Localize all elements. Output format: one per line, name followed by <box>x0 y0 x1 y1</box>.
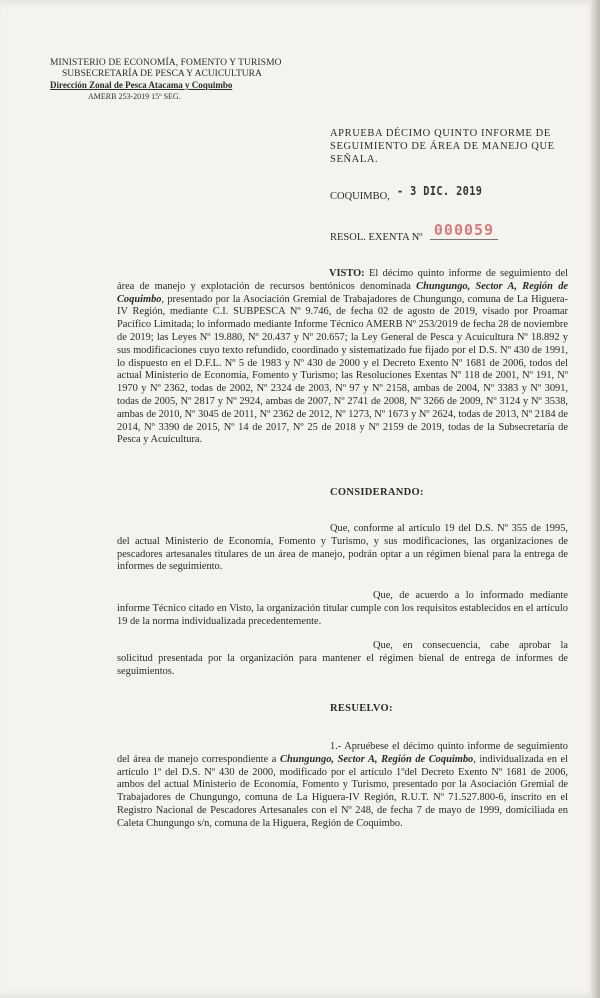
resuelvo-area-name: Chungungo, Sector A, Región de Coquimbo <box>280 753 474 765</box>
reference-code: AMERB 253-2019 15º SEG. <box>88 92 181 101</box>
direccion-zonal: Dirección Zonal de Pesca Atacama y Coquimbo <box>50 80 233 90</box>
visto-text-1: El décimo quinto informe de seguimiento del área de manejo y explotación de recursos bentónicos denominada <box>117 268 568 292</box>
resolution-label: RESOL. EXENTA Nº <box>330 232 423 243</box>
visto-lead: VISTO: <box>329 268 365 279</box>
considerando-heading: CONSIDERANDO: <box>330 487 424 498</box>
place-label: COQUIMBO, <box>330 191 390 202</box>
letterhead <box>50 58 282 102</box>
resuelvo-paragraph-1 <box>117 741 568 831</box>
resuelvo-heading: RESUELVO: <box>330 703 393 714</box>
visto-area-name: Chungungo, Sector A, Región de Coquimbo <box>117 280 569 305</box>
resuelvo-text-2: , individualizada en el artículo 1º del D.S. Nº 430 de 2000, modificado por el artículo 1ºdel Decreto Exento Nº 1681 de 2006, ambos del actual Ministerio de Economía, Fomento y Turismo, presentado por la Asociación Gremial de Trabajadores de Chungungo, comuna de La Higuera-IV Región, R.U.T. Nº 71.527.800-6, inscrito en el Registro Nacional de Pescadores Artesanales con el Nº 248, de fecha 7 de mayo de 1999, domiciliada en Caleta Chungungo s/n, comuna de la Higuera, Región de Coquimbo. <box>117 753 569 829</box>
page-edge <box>590 0 600 998</box>
considerando-paragraph-1: Que, conforme al artículo 19 del D.S. Nº 355 de 1995, del actual Ministerio de Economía, Fomento y Turismo, y sus modificaciones, las organizaciones de pescadores artesanales titulares de un área de manejo, podrán optar a un régimen bienal para la entrega de informes de seguimiento. <box>117 523 568 573</box>
document-subject: APRUEBA DÉCIMO QUINTO INFORME DE SEGUIMIENTO DE ÁREA DE MANEJO QUE SEÑALA. <box>330 128 555 165</box>
ministry-name: MINISTERIO DE ECONOMÍA, FOMENTO Y TURISMO <box>50 58 282 68</box>
subsecretaria-name: SUBSECRETARÍA DE PESCA Y ACUICULTURA <box>62 69 262 79</box>
date-stamp: - 3 DIC. 2019 <box>397 184 483 198</box>
considerando-paragraph-2: Que, de acuerdo a lo informado mediante informe Técnico citado en Visto, la organización titular cumple con los requisitos establecidos en el artículo 19 de la norma individualizada precedentemente. <box>117 590 568 627</box>
visto-text-2: , presentado por la Asociación Gremial de Trabajadores de Chungungo, comuna de La Higuera-IV Región, mediante C.I. SUBPESCA Nº 9.746, de fecha 02 de agosto de 2019, visado por Proamar Pacífico Limitada; lo informado mediante Informe Técnico AMERB Nº 253/2019 de fecha 28 de noviembre de 2019; las Leyes Nº 19.880, Nº 20.437 y Nº 20.657; la Ley General de Pesca y Acuicultura Nº 18.892 y sus modificaciones cuyo texto refundido, coordinado y sistematizado fue fijado por el D.S. Nº 430 de 1991, lo dispuesto en el D.F.L. Nº 5 de 1983 y Nº 430 de 2000 y el Decreto Exento Nº 1681 de 2006, todos del actual Ministerio de Economía, Fomento y Turismo; las Resoluciones Exentas Nº 118 de 2001, Nº 191, Nº 1970 y Nº 2362, todas de 2002, Nº 2324 de 2003, Nº 97 y Nº 2158, ambas de 2004, Nº 3383 y Nº 3091, todas de 2005, Nº 2817 y Nº 2924, ambas de 2007, Nº 2741 de 2008, Nº 3266 de 2009, Nº 3124 y Nº 3538, ambas de 2010, Nº 3045 de 2011, Nº 2362 de 2012, Nº 1273, Nº 1673 y Nº 2624, todas de 2013, Nº 2184 de 2014, Nº 3390 de 2015, Nº 14 de 2017, Nº 25 de 2018 y Nº 2159 de 2019, todas de la Subsecretaría de Pesca y Acuicultura. <box>117 293 568 446</box>
visto-paragraph <box>117 268 568 447</box>
resuelvo-text-1: 1.- Apruébese el décimo quinto informe de seguimiento del área de manejo correspondiente a <box>117 741 568 765</box>
considerando-paragraph-3: Que, en consecuencia, cabe aprobar la solicitud presentada por la organización para mantener el régimen bienal de entrega de informes de seguimientos. <box>117 640 568 677</box>
resolution-number-stamp: 000059 <box>430 221 498 240</box>
